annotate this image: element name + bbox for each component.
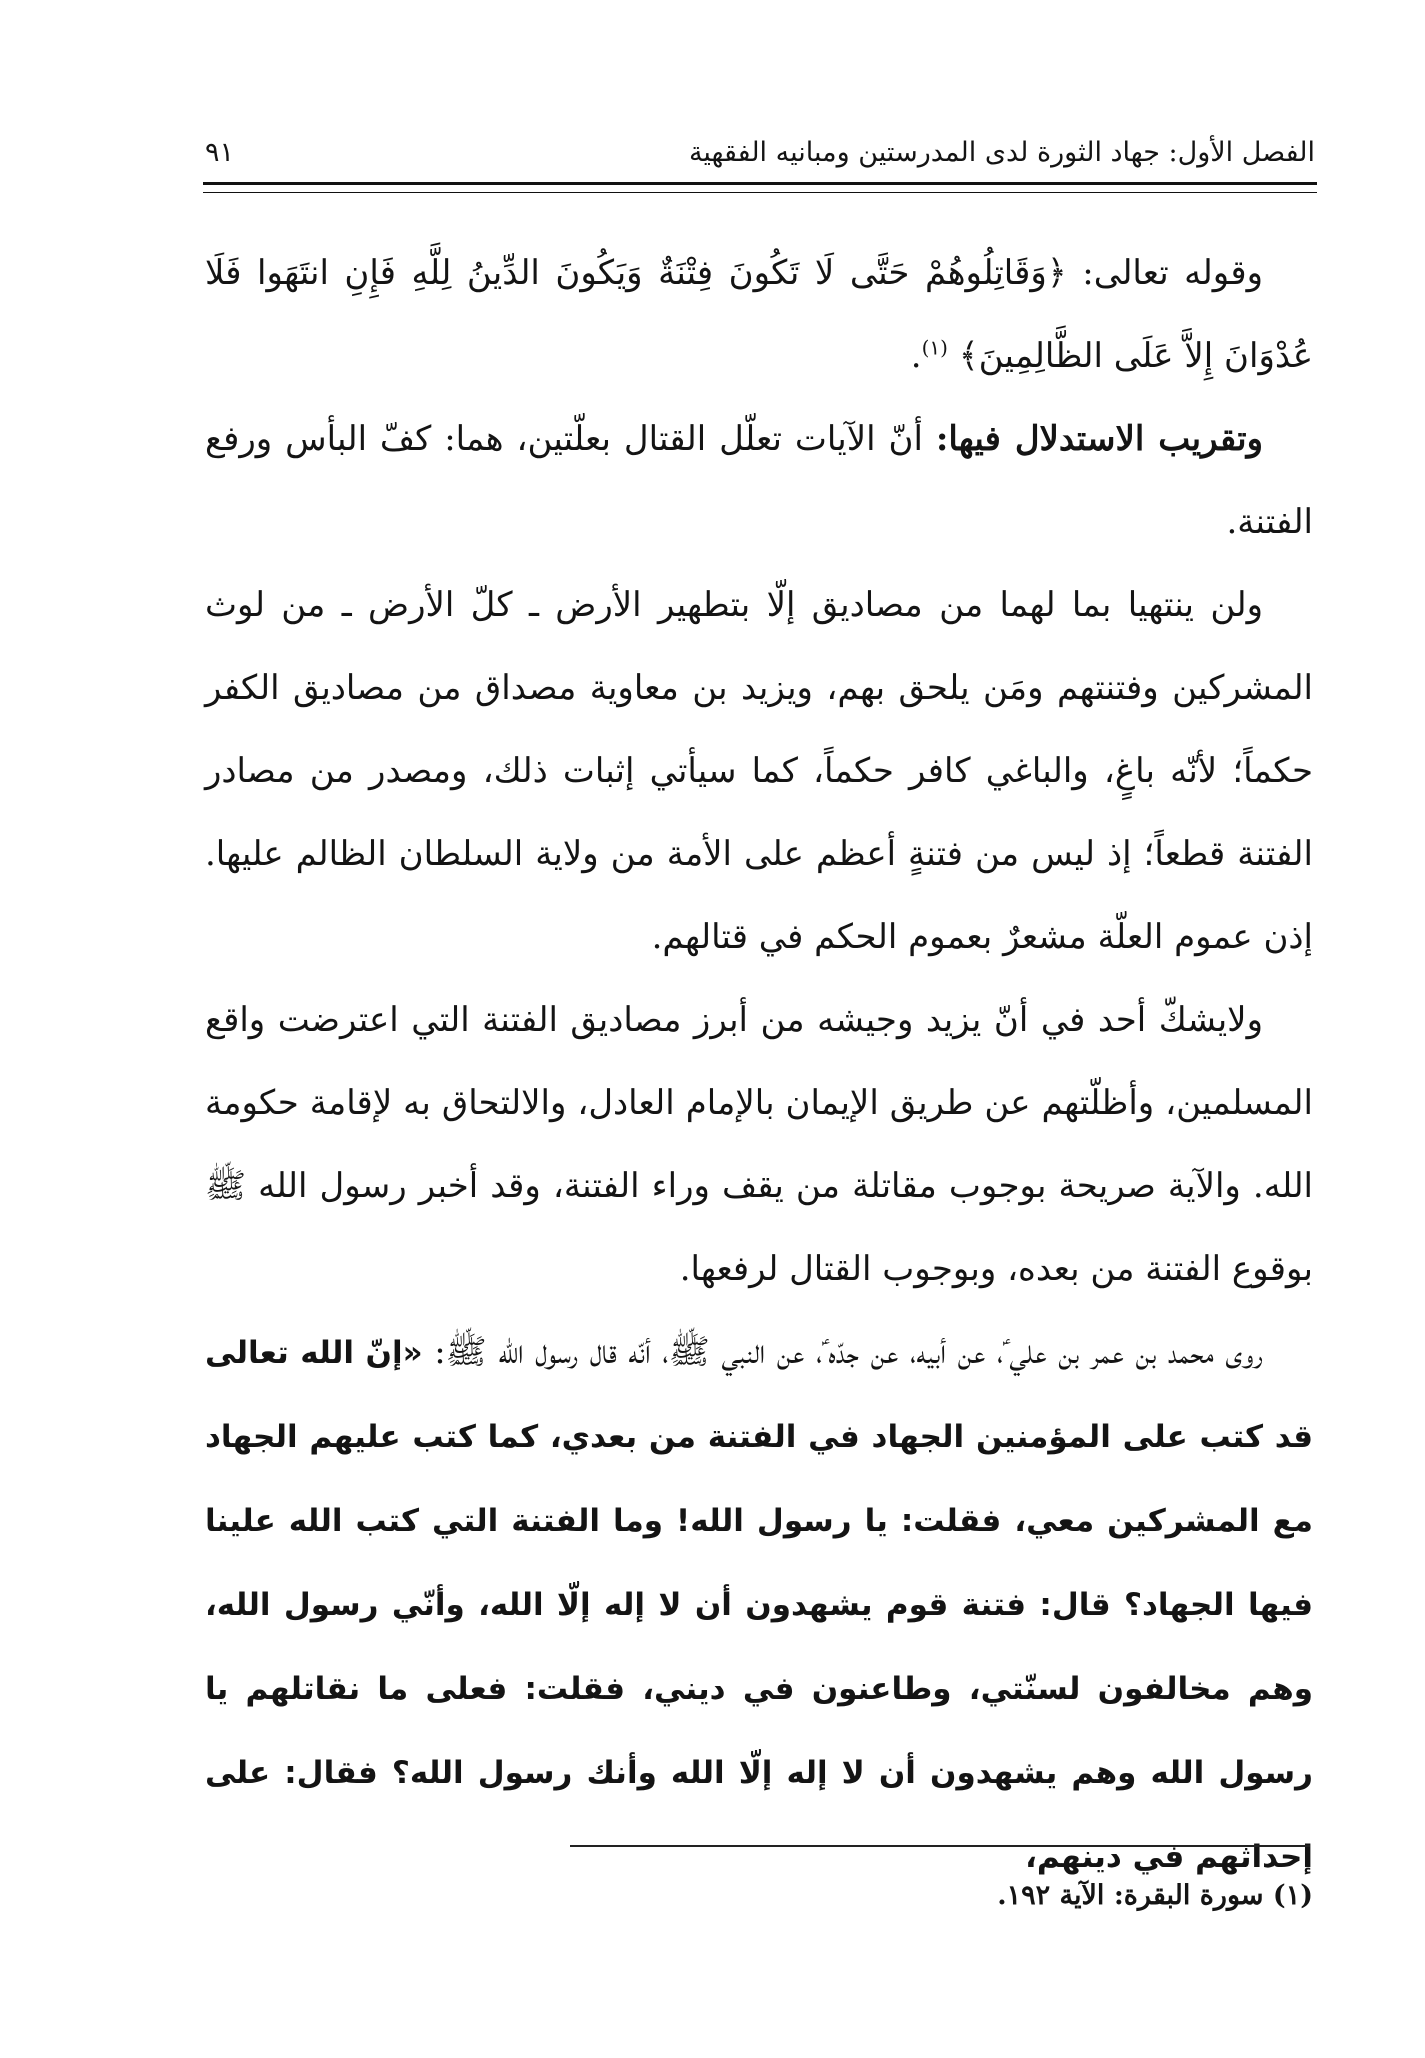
paragraph-2-text: أنّ الآيات تعلّل القتال بعلّتين، هما: كفّ البأس ورفع الفتنة. xyxy=(205,419,1313,542)
paragraph-4: ولايشكّ أحد في أنّ يزيد وجيشه من أبرز مصاديق الفتنة التي اعترضت واقع المسلمين، وأظلّتهم عن طريق الإيمان بالإمام العادل، والالتحاق به لإقامة حكومة الله. والآية صريحة بوجوب مقاتلة من يقف وراء الفتنة، وقد أخبر رسول الله ﷺ بوقوع الفتنة من بعده، وبوجوب القتال لرفعها. xyxy=(205,1000,1313,1289)
page-number: ٩١ xyxy=(205,136,235,168)
hadith-intro: روى محمد بن عمر بن علي ؑ، عن أبيه، عن جدّه ؑ، عن النبي ﷺ، أنّه قال رسول الله ﷺ: xyxy=(422,1332,1264,1372)
header-rule xyxy=(203,182,1317,193)
verse-intro: وقوله تعالى: xyxy=(1066,253,1264,293)
footnote: (١) سورة البقرة: الآية ١٩٢. xyxy=(997,1880,1313,1911)
quran-verse: ﴿وَقَاتِلُوهُمْ حَتَّى لَا تَكُونَ فِتْنَةٌ وَيَكُونَ الدِّينُ لِلَّهِ فَإِنِ انتَهَوا فَلَا عُدْوَانَ إِلاَّ عَلَى الظَّالِمِينَ﴾ xyxy=(205,253,1313,376)
hadith-text: «إنّ الله تعالى قد كتب على المؤمنين الجهاد في الفتنة من بعدي، كما كتب عليهم الجهاد مع المشركين معي، فقلت: يا رسول الله! وما الفتنة التي كتب الله علينا فيها الجهاد؟ قال: فتنة قوم يشهدون أن لا إله إلّا الله، وأنّي رسول الله، وهم مخالفون لسنّتي، وطاعنون في ديني، فقلت: فعلى ما نقاتلهم يا رسول الله وهم يشهدون أن لا إله إلّا الله وأنك رسول الله؟ فقال: على إحداثهم في دينهم، xyxy=(205,1335,1313,1875)
footnote-ref: (١) xyxy=(921,335,948,360)
verse-end: . xyxy=(910,336,922,376)
paragraph-1 xyxy=(205,232,1313,398)
paragraph-5 xyxy=(205,1311,1313,1899)
paragraph-2-lead: وتقريب الاستدلال فيها: xyxy=(935,419,1263,459)
running-header xyxy=(205,128,1315,176)
footnote-rule xyxy=(570,1845,1310,1847)
main-text xyxy=(205,232,1313,1899)
paragraph-2 xyxy=(205,398,1313,564)
paragraph-3: ولن ينتهيا بما لهما من مصاديق إلّا بتطهير الأرض ـ كلّ الأرض ـ من لوث المشركين وفتنتهم ومَن يلحق بهم، ويزيد بن معاوية مصداق من مصاديق الكفر حكماً؛ لأنّه باغٍ، والباغي كافر حكماً، كما سيأتي إثبات ذلك، ومصدر من مصادر الفتنة قطعاً؛ إذ ليس من فتنةٍ أعظم على الأمة من ولاية السلطان الظالم عليها. إذن عموم العلّة مشعرٌ بعموم الحكم في قتالهم. xyxy=(205,585,1313,957)
chapter-title: الفصل الأول: جهاد الثورة لدى المدرستين ومبانيه الفقهية xyxy=(688,136,1315,168)
